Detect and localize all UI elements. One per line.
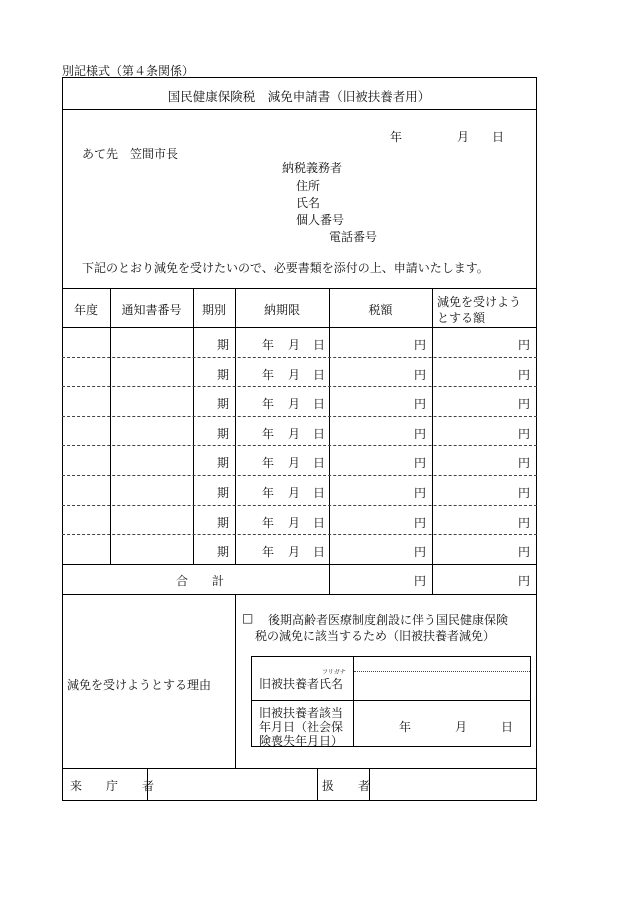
row-4-reduction-yen: 円 bbox=[517, 427, 530, 441]
row-7-due-month: 月 bbox=[288, 516, 301, 530]
dependent-date-label-line3: 険喪失年月日） bbox=[259, 734, 344, 748]
row-1-tax-yen: 円 bbox=[413, 338, 426, 352]
row-8-due-day: 日 bbox=[313, 545, 326, 559]
dependent-name-label: 旧被扶養者氏名 bbox=[259, 677, 344, 691]
inner-box-top bbox=[251, 656, 531, 657]
form-title: 国民健康保険税 減免申請書（旧被扶養者用） bbox=[167, 89, 431, 104]
title-divider bbox=[62, 109, 537, 110]
row-7-due-year: 年 bbox=[262, 516, 275, 530]
row-8-due-month: 月 bbox=[288, 545, 301, 559]
row-4-due-year: 年 bbox=[262, 427, 275, 441]
col-line-5 bbox=[432, 288, 433, 594]
reason-checkbox[interactable]: □ bbox=[242, 611, 254, 625]
handler-label: 扱 者 bbox=[322, 779, 371, 793]
frame-top bbox=[62, 77, 537, 78]
reason-option-line1: 後期高齢者医療制度創設に伴う国民健康保険 bbox=[268, 613, 509, 627]
total-label-right: 計 bbox=[212, 574, 225, 588]
row-separator bbox=[62, 386, 537, 387]
visitor-label: 来 庁 者 bbox=[70, 779, 155, 793]
total-reduction-yen: 円 bbox=[517, 574, 530, 588]
row-separator bbox=[62, 475, 537, 476]
addressee: あて先 笠間市長 bbox=[82, 147, 179, 161]
row-2-period: 期 bbox=[216, 368, 229, 382]
row-separator bbox=[62, 416, 537, 417]
row-4-due-day: 日 bbox=[313, 427, 326, 441]
total-row-top bbox=[62, 564, 537, 565]
row-5-due-month: 月 bbox=[288, 456, 301, 470]
row-6-reduction-yen: 円 bbox=[517, 486, 530, 500]
row-7-period: 期 bbox=[216, 516, 229, 530]
header-divider bbox=[62, 327, 537, 328]
inner-box-divider bbox=[251, 700, 531, 701]
table-top bbox=[62, 288, 537, 289]
row-3-reduction-yen: 円 bbox=[517, 397, 530, 411]
dependent-date-day: 日 bbox=[501, 720, 514, 734]
inner-box-mid bbox=[353, 656, 354, 746]
furigana-label: フリガナ bbox=[322, 669, 346, 676]
row-1-reduction-yen: 円 bbox=[517, 338, 530, 352]
row-6-due-year: 年 bbox=[262, 486, 275, 500]
row-5-period: 期 bbox=[216, 456, 229, 470]
row-1-due-month: 月 bbox=[288, 338, 301, 352]
row-5-reduction-yen: 円 bbox=[517, 456, 530, 470]
row-2-reduction-yen: 円 bbox=[517, 368, 530, 382]
dependent-date-month: 月 bbox=[455, 720, 468, 734]
row-2-tax-yen: 円 bbox=[413, 368, 426, 382]
frame-left bbox=[62, 77, 63, 800]
row-6-due-day: 日 bbox=[313, 486, 326, 500]
footer-top bbox=[62, 768, 537, 769]
reason-label: 減免を受けようとする理由 bbox=[67, 678, 212, 692]
form-label: 別記様式（第４条関係） bbox=[62, 64, 195, 78]
total-tax-yen: 円 bbox=[413, 574, 426, 588]
footer-line-2 bbox=[317, 768, 318, 800]
row-5-tax-yen: 円 bbox=[413, 456, 426, 470]
row-separator bbox=[62, 445, 537, 446]
header-due-date: 納期限 bbox=[263, 303, 300, 317]
row-separator bbox=[62, 534, 537, 535]
row-8-due-year: 年 bbox=[262, 545, 275, 559]
furigana-dotted-line bbox=[354, 671, 530, 672]
inner-box-right bbox=[530, 656, 531, 746]
row-1-period: 期 bbox=[216, 338, 229, 352]
row-2-due-day: 日 bbox=[313, 368, 326, 382]
col-line-3 bbox=[235, 288, 236, 564]
col-line-4 bbox=[329, 288, 330, 594]
row-6-period: 期 bbox=[216, 486, 229, 500]
total-row-bottom bbox=[62, 594, 537, 595]
row-4-period: 期 bbox=[216, 427, 229, 441]
header-notice-number: 通知書番号 bbox=[121, 303, 182, 317]
row-3-period: 期 bbox=[216, 397, 229, 411]
reason-option-line2: 税の減免に該当するため（旧被扶養者減免） bbox=[255, 629, 496, 643]
row-3-due-year: 年 bbox=[262, 397, 275, 411]
row-5-due-day: 日 bbox=[313, 456, 326, 470]
row-2-due-month: 月 bbox=[288, 368, 301, 382]
dependent-date-label-line2: 年月日（社会保 bbox=[259, 720, 344, 734]
row-8-period: 期 bbox=[216, 545, 229, 559]
total-label-left: 合 bbox=[176, 574, 189, 588]
header-reduction-line1: 減免を受けよう bbox=[437, 295, 522, 309]
row-8-tax-yen: 円 bbox=[413, 545, 426, 559]
row-7-tax-yen: 円 bbox=[413, 516, 426, 530]
row-3-tax-yen: 円 bbox=[413, 397, 426, 411]
col-line-1 bbox=[110, 288, 111, 564]
statement: 下記のとおり減免を受けたいので、必要書類を添付の上、申請いたします。 bbox=[82, 261, 489, 275]
frame-bottom bbox=[62, 800, 537, 801]
personal-number-label: 個人番号 bbox=[296, 213, 345, 227]
row-6-tax-yen: 円 bbox=[413, 486, 426, 500]
row-5-due-year: 年 bbox=[262, 456, 275, 470]
header-fiscal-year: 年度 bbox=[73, 303, 98, 317]
row-3-due-month: 月 bbox=[288, 397, 301, 411]
header-tax-amount: 税額 bbox=[368, 303, 393, 317]
dependent-date-label-line1: 旧被扶養者該当 bbox=[259, 706, 344, 720]
row-2-due-year: 年 bbox=[262, 368, 275, 382]
row-7-due-day: 日 bbox=[313, 516, 326, 530]
dependent-date-year: 年 bbox=[399, 720, 412, 734]
date-month: 月 bbox=[457, 130, 470, 144]
row-separator bbox=[62, 505, 537, 506]
date-year: 年 bbox=[390, 130, 403, 144]
phone-label: 電話番号 bbox=[329, 230, 378, 244]
taxpayer-label: 納税義務者 bbox=[282, 161, 343, 175]
header-reduction-line2: とする額 bbox=[437, 311, 486, 325]
row-1-due-day: 日 bbox=[313, 338, 326, 352]
row-separator bbox=[62, 357, 537, 358]
reason-divider bbox=[235, 594, 236, 768]
row-4-tax-yen: 円 bbox=[413, 427, 426, 441]
row-1-due-year: 年 bbox=[262, 338, 275, 352]
date-day: 日 bbox=[492, 130, 505, 144]
row-7-reduction-yen: 円 bbox=[517, 516, 530, 530]
header-period: 期別 bbox=[201, 303, 226, 317]
frame-right bbox=[536, 77, 537, 800]
address-label: 住所 bbox=[296, 179, 321, 193]
row-8-reduction-yen: 円 bbox=[517, 545, 530, 559]
row-4-due-month: 月 bbox=[288, 427, 301, 441]
inner-box-left bbox=[251, 656, 252, 746]
name-label: 氏名 bbox=[296, 196, 321, 210]
row-6-due-month: 月 bbox=[288, 486, 301, 500]
row-3-due-day: 日 bbox=[313, 397, 326, 411]
